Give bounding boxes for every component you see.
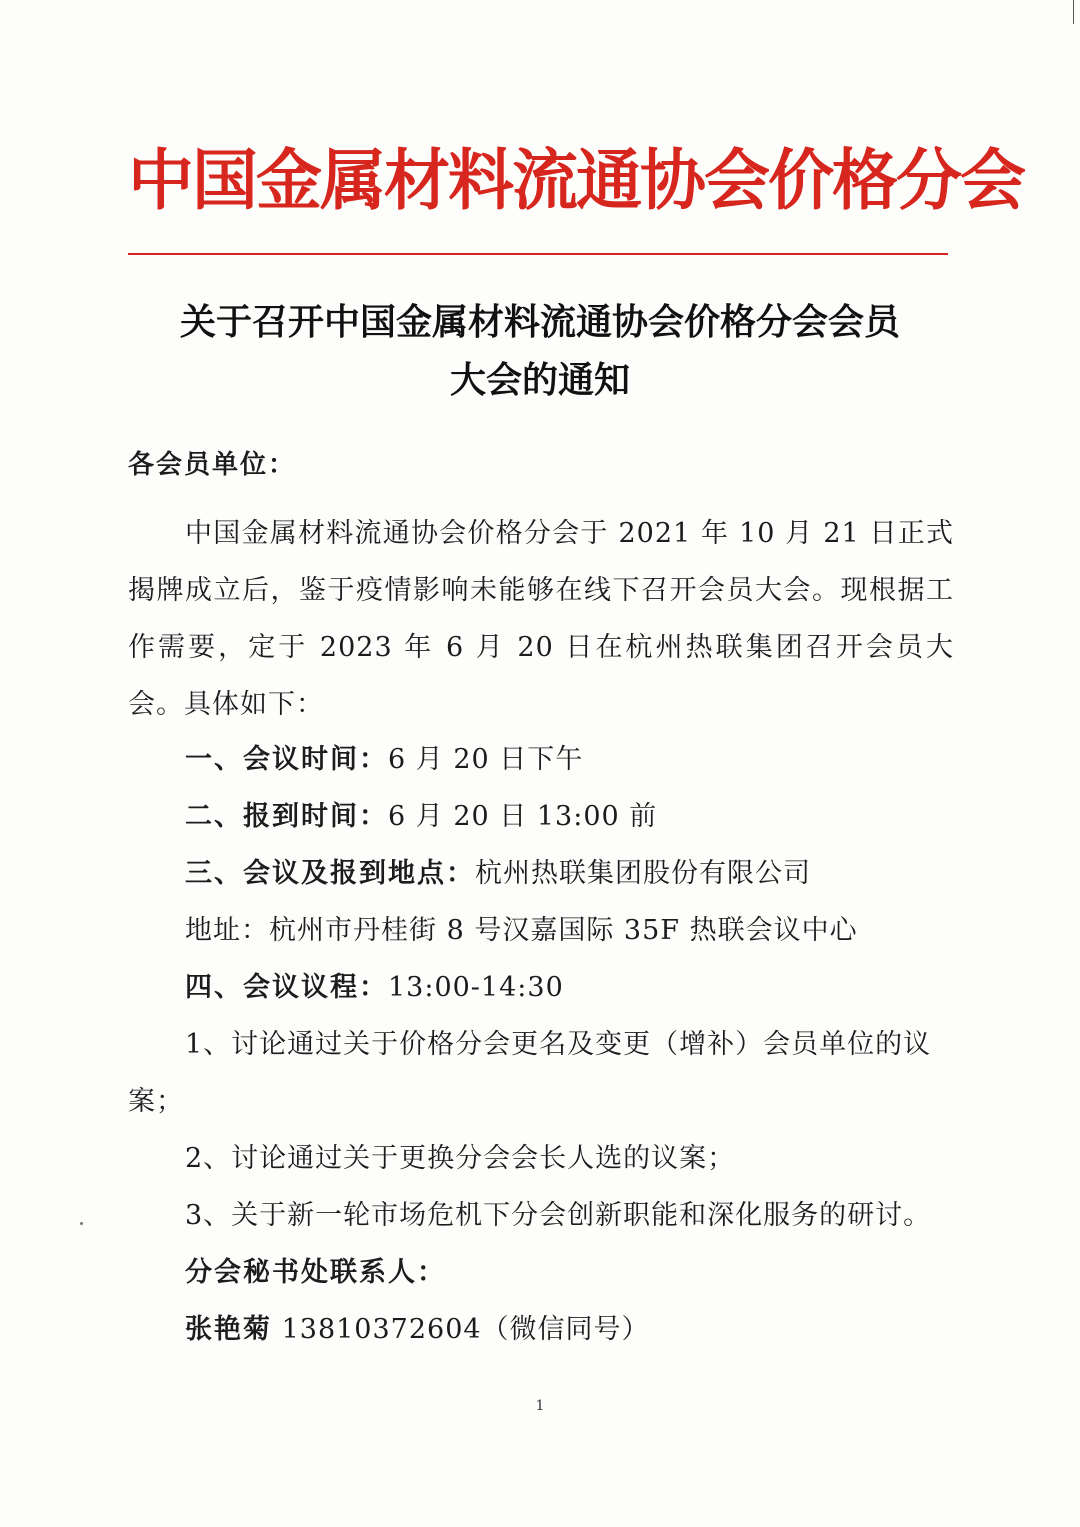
notice-title-line-2: 大会的通知 — [449, 360, 630, 401]
meeting-time-value: 6 月 20 日下午 — [388, 744, 584, 775]
checkin-time-value: 6 月 20 日 13:00 前 — [388, 801, 658, 832]
venue-value: 杭州热联集团股份有限公司 — [475, 858, 811, 889]
contact-line — [185, 1301, 955, 1358]
agenda-line — [185, 959, 955, 1016]
notice-title-line-1: 关于召开中国金属材料流通协会价格分会会员 — [179, 302, 900, 343]
contact-heading — [185, 1244, 955, 1301]
contact-label: 分会秘书处联系人： — [185, 1257, 446, 1288]
agenda-item-1: 1、讨论通过关于价格分会更名及变更（增补）会员单位的议案； — [128, 1029, 932, 1117]
agenda-time-value: 13:00-14:30 — [388, 972, 564, 1003]
scan-dot-mark — [80, 1222, 83, 1225]
salutation: 各会员单位： — [128, 450, 297, 480]
scan-corner-mark — [1073, 0, 1074, 24]
venue-line — [185, 845, 955, 902]
page-number: 1 — [535, 1398, 545, 1414]
checkin-time-label: 二、报到时间： — [185, 801, 388, 832]
contact-name: 张艳菊 — [185, 1314, 272, 1345]
notice-title — [110, 294, 970, 410]
agenda-label: 四、会议议程： — [185, 972, 388, 1003]
agenda-item-2: 2、讨论通过关于更换分会会长人选的议案； — [185, 1143, 736, 1174]
address-line: 地址：杭州市丹桂街 8 号汉嘉国际 35F 热联会议中心 — [185, 915, 858, 946]
checkin-time-line — [185, 788, 955, 845]
intro-paragraph: 中国金属材料流通协会价格分会于 2021 年 10 月 21 日正式揭牌成立后，鉴于疫情影响未能够在线下召开会员大会。现根据工作需要，定于 2023 年 6 月 20 日在杭州热联集团召开会员大会。具体如下： — [128, 518, 954, 720]
masthead-red-rule — [128, 253, 948, 255]
meeting-time-line — [185, 731, 955, 788]
meeting-time-label: 一、会议时间： — [185, 744, 388, 775]
contact-phone: 13810372604（微信同号） — [281, 1314, 650, 1345]
masthead-title: 中国金属材料流通协会价格分会 — [128, 142, 1024, 219]
agenda-item-3: 3、关于新一轮市场危机下分会创新职能和深化服务的研讨。 — [185, 1200, 932, 1231]
venue-label: 三、会议及报到地点： — [185, 858, 475, 889]
